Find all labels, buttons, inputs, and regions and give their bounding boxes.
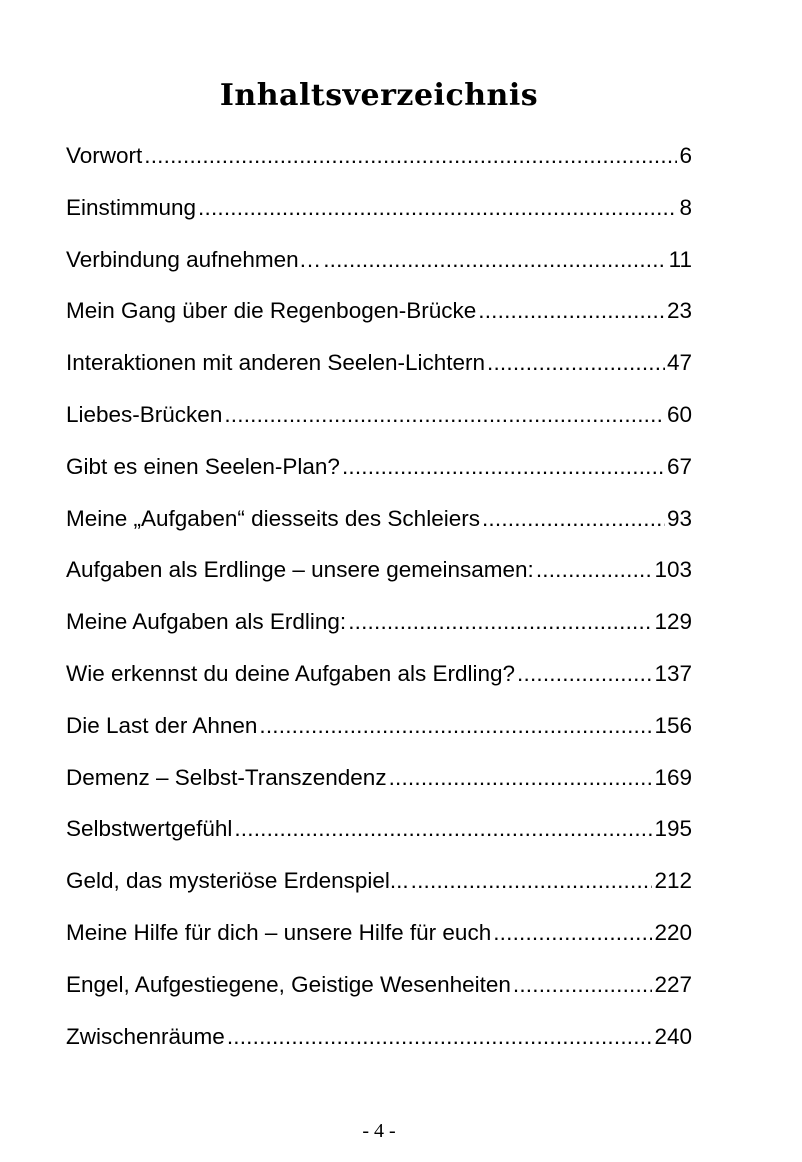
toc-entry (66, 449, 692, 501)
toc-entry-page: 67 (666, 453, 692, 479)
toc-entry-title: Geld, das mysteriöse Erdenspiel... (66, 868, 409, 894)
toc-dot-leader (493, 915, 652, 951)
toc-entry (66, 345, 692, 397)
toc-entry-page: 220 (654, 919, 692, 945)
toc-entry (66, 1019, 692, 1071)
toc-entry-title: Meine Hilfe für dich – unsere Hilfe für euch (66, 919, 492, 945)
toc-entry-title: Liebes-Brücken (66, 401, 223, 427)
toc-dot-leader (487, 345, 665, 381)
toc-dot-leader (323, 242, 666, 278)
toc-entry-page: 6 (679, 143, 692, 168)
toc-entry (66, 811, 692, 863)
toc-dot-leader (389, 760, 653, 796)
toc-entry-title: Demenz – Selbst-Transzendenz (66, 764, 387, 790)
toc-dot-leader (348, 604, 652, 640)
toc-entry (66, 915, 692, 967)
toc-dot-leader (342, 449, 665, 485)
toc-entry-page: 212 (654, 868, 692, 894)
toc-entry-title: Vorwort (66, 143, 143, 168)
toc-entry-title: Zwischenräume (66, 1023, 225, 1049)
toc-entry-page: 23 (666, 298, 692, 324)
toc-dot-leader (411, 863, 653, 899)
toc-entry-page: 137 (654, 660, 692, 686)
toc-dot-leader (224, 397, 665, 433)
toc-entry-title: Verbindung aufnehmen… (66, 246, 322, 272)
toc-entry-title: Meine Aufgaben als Erdling: (66, 609, 347, 635)
toc-entry-title: Meine „Aufgaben“ diesseits des Schleiers (66, 505, 480, 531)
page-title: Inhaltsverzeichnis (219, 78, 539, 113)
toc-entry-page: 47 (666, 350, 692, 376)
toc-entry-page: 129 (654, 609, 692, 635)
toc-entry (66, 190, 692, 242)
toc-entry-page: 93 (666, 505, 692, 531)
toc-entry-title: Engel, Aufgestiegene, Geistige Wesenheiten (66, 971, 511, 997)
toc-entry (66, 242, 692, 294)
toc-entry (66, 967, 692, 1019)
toc-dot-leader (144, 138, 677, 174)
toc-entry-page: 8 (679, 194, 692, 220)
toc-dot-leader (227, 1019, 653, 1055)
toc-dot-leader (517, 656, 652, 692)
toc-dot-leader (513, 967, 653, 1003)
toc-dot-leader (198, 190, 677, 226)
toc-entry-title: Interaktionen mit anderen Seelen-Lichtern (66, 350, 486, 376)
toc-dot-leader (234, 811, 652, 847)
table-of-contents (66, 138, 692, 1070)
toc-entry-page: 60 (666, 401, 692, 427)
toc-entry (66, 552, 692, 604)
page-number: - 4 - (362, 1120, 396, 1142)
toc-entry (66, 397, 692, 449)
toc-entry (66, 138, 692, 190)
toc-entry-page: 195 (654, 816, 692, 842)
toc-entry-title: Gibt es einen Seelen-Plan? (66, 453, 340, 479)
toc-entry-title: Die Last der Ahnen (66, 712, 258, 738)
toc-entry (66, 293, 692, 345)
toc-entry-title: Mein Gang über die Regenbogen-Brücke (66, 298, 477, 324)
toc-entry-page: 156 (654, 712, 692, 738)
toc-entry-title: Wie erkennst du deine Aufgaben als Erdling? (66, 660, 516, 686)
toc-entry (66, 863, 692, 915)
toc-dot-leader (482, 501, 665, 537)
toc-dot-leader (259, 708, 652, 744)
toc-entry (66, 604, 692, 656)
toc-entry-page: 103 (654, 557, 692, 583)
toc-entry-title: Selbstwertgefühl (66, 816, 233, 842)
toc-entry-page: 227 (654, 971, 692, 997)
toc-entry-page: 11 (668, 246, 692, 272)
toc-entry-page: 169 (654, 764, 692, 790)
toc-dot-leader (536, 552, 653, 588)
toc-entry (66, 656, 692, 708)
toc-entry (66, 501, 692, 553)
toc-entry (66, 760, 692, 812)
toc-entry-title: Aufgaben als Erdlinge – unsere gemeinsamen: (66, 557, 534, 583)
toc-entry-page: 240 (654, 1023, 692, 1049)
toc-entry (66, 708, 692, 760)
toc-dot-leader (478, 293, 665, 329)
toc-entry-title: Einstimmung (66, 194, 197, 220)
